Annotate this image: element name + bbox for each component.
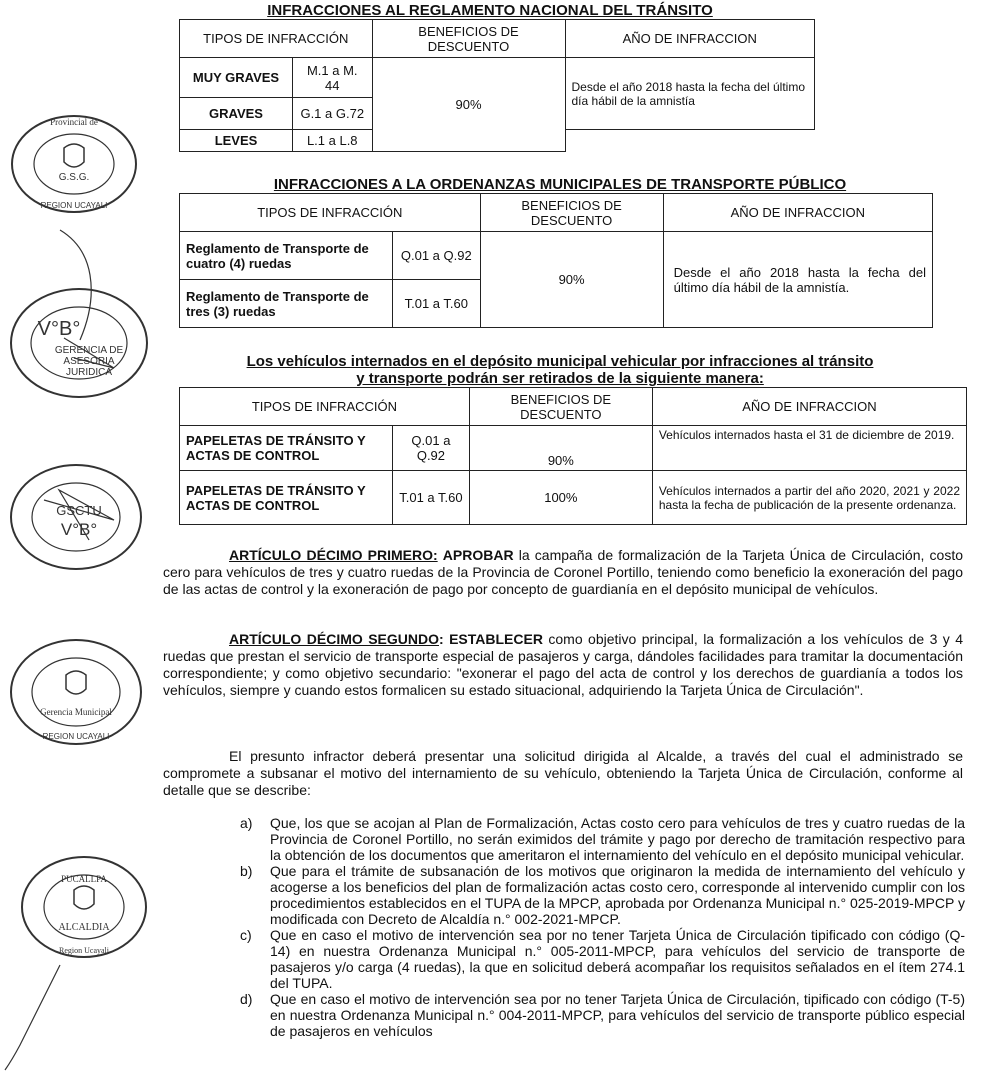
- list-item-label: d): [240, 991, 253, 1007]
- table-cell: 90%: [372, 58, 565, 152]
- stamp-alcaldia: [14, 850, 154, 965]
- svg-text:G.S.G.: G.S.G.: [58, 172, 90, 183]
- table-header: BENEFICIOS DE DESCUENTO: [480, 194, 663, 232]
- stamp-gerencia-municipal: [4, 635, 149, 750]
- svg-text:GERENCIA DE: GERENCIA DE: [54, 345, 124, 356]
- svg-text:REGION UCAYALI: REGION UCAYALI: [40, 201, 108, 210]
- table-cell: Desde el año 2018 hasta la fecha del último día hábil de la amnistía.: [663, 232, 932, 328]
- table-cell: PAPELETAS DE TRÁNSITO Y ACTAS DE CONTROL: [180, 426, 393, 471]
- svg-text:Provincial de: Provincial de: [50, 117, 98, 127]
- table-cell: Vehículos internados hasta el 31 de diciembre de 2019.: [652, 426, 966, 471]
- table-cell: Q.01 a Q.92: [393, 232, 481, 280]
- stamp-vb-juridica: [4, 283, 154, 403]
- table-cell: M.1 a M. 44: [293, 58, 373, 98]
- table-cell: T.01 a T.60: [393, 280, 481, 328]
- table-header: AÑO DE INFRACCION: [663, 194, 932, 232]
- table-header: AÑO DE INFRACCION: [565, 20, 815, 58]
- table-header: TIPOS DE INFRACCIÓN: [180, 388, 470, 426]
- list-item: [240, 927, 965, 991]
- table-cell: Q.01 a Q.92: [393, 426, 470, 471]
- table-header: BENEFICIOS DE DESCUENTO: [469, 388, 652, 426]
- list-item: [240, 863, 965, 927]
- section3-title-line1: Los vehículos internados en el depósito municipal vehicular por infracciones al tránsito: [246, 353, 874, 370]
- svg-text:V°B°: V°B°: [37, 318, 81, 340]
- article-11-paragraph: [163, 547, 963, 598]
- stamp-gsg-seal: [4, 110, 144, 215]
- section2-title: INFRACCIONES A LA ORDENANZAS MUNICIPALES DE TRANSPORTE PÚBLICO: [273, 176, 847, 193]
- svg-text:Gerencia Municipal: Gerencia Municipal: [40, 707, 112, 717]
- list-item-text: Que en caso el motivo de intervención sea por no tener Tarjeta Única de Circulación tipificado con código (Q-14) en nuestra Ordenanza Municipal n.° 005-2011-MPCP, para vehículos del servicio de transporte de pasajeros y/o carga (4 ruedas), la que en solicitud deberá acompañar los requisitos señalados en el ítem 274.1 del TUPA.: [270, 927, 965, 991]
- table-cell: PAPELETAS DE TRÁNSITO Y ACTAS DE CONTROL: [180, 471, 393, 525]
- table-header: TIPOS DE INFRACCIÓN: [180, 20, 373, 58]
- svg-text:PUCALLPA: PUCALLPA: [61, 874, 107, 884]
- list-item-label: b): [240, 863, 253, 879]
- table-cell: Desde el año 2018 hasta la fecha del último día hábil de la amnistía: [565, 58, 815, 130]
- stamp-gsctu: [4, 460, 149, 575]
- article-11-heading: ARTÍCULO DÉCIMO PRIMERO:: [229, 547, 438, 563]
- svg-text:GSCTU: GSCTU: [56, 503, 102, 518]
- list-item-text: Que, los que se acojan al Plan de Formalización, Actas costo cero para vehículos de tres y cuatro ruedas de la Provincia de Coronel Portillo, no serán eximidos del trámite y pago por derecho de tramitación respectivo para la obtención de los documentos que ameritaron el internamiento del vehículo en el depósito municipal vehicular.: [270, 815, 965, 863]
- infractor-paragraph: El presunto infractor deberá presentar una solicitud dirigida al Alcalde, a través del cual el administrado se compromete a subsanar el motivo del internamiento de su vehículo, obteniendo la Tarjeta Única de Circulación, conforme al detalle que se describe:: [163, 748, 963, 798]
- article-12-heading: ARTÍCULO DÉCIMO SEGUNDO: [229, 631, 439, 647]
- svg-text:ALCALDIA: ALCALDIA: [58, 922, 110, 933]
- svg-text:V°B°: V°B°: [60, 520, 98, 539]
- svg-text:Region Ucayali: Region Ucayali: [59, 946, 109, 955]
- article-11-text: la campaña de formalización de la Tarjeta Única de Circulación, costo cero para vehículos de tres y cuatro ruedas de la Provincia de Coronel Portillo, teniendo como beneficio la exoneración del pago de las actas de control y la exoneración de pago por concepto de guardianía en el depósito municipal de vehículos.: [163, 547, 963, 597]
- table-cell: T.01 a T.60: [393, 471, 470, 525]
- table-cell: 100%: [469, 471, 652, 525]
- section1-title: INFRACCIONES AL REGLAMENTO NACIONAL DEL TRÁNSITO: [267, 2, 713, 19]
- table-cell: 90%: [480, 232, 663, 328]
- list-item-text: Que en caso el motivo de intervención sea por no tener Tarjeta Única de Circulación, tipificado con código (T-5) en nuestra Ordenanza Municipal n.° 004-2011-MPCP, para vehículos del servicio de transporte público especial de pasajeros en vehículos: [270, 991, 965, 1039]
- list-item-label: c): [240, 927, 252, 943]
- table-traffic-infractions: [179, 19, 815, 152]
- article-12-verb: ESTABLECER: [449, 631, 543, 647]
- table-cell: LEVES: [180, 130, 293, 152]
- table-transport-ordinances: [179, 193, 933, 328]
- table-cell: G.1 a G.72: [293, 98, 373, 130]
- list-item-label: a): [240, 815, 253, 831]
- table-header: AÑO DE INFRACCION: [652, 388, 966, 426]
- article-12-paragraph: [163, 631, 963, 699]
- article-11-verb: APROBAR: [442, 547, 514, 563]
- table-cell: GRAVES: [180, 98, 293, 130]
- svg-text:JURIDICA: JURIDICA: [65, 367, 113, 378]
- table-header: TIPOS DE INFRACCIÓN: [180, 194, 481, 232]
- article-12-colon: :: [438, 631, 450, 647]
- svg-text:ASESORIA: ASESORIA: [63, 356, 115, 367]
- list-item: [240, 991, 965, 1039]
- list-item-text: Que para el trámite de subsanación de los motivos que originaron la medida de internamiento del vehículo y acogerse a los beneficios del plan de formalización actas costo cero, corresponde al intervenido cumplir con los procedimientos establecidos en el TUPA de la MPCP, aprobada por Ordenanza Municipal n.° 025-2019-MPCP y modificada con Decreto de Alcaldía n.° 002-2021-MPCP.: [270, 863, 965, 927]
- table-cell: 90%: [469, 426, 652, 471]
- list-item: [240, 815, 965, 863]
- table-cell: L.1 a L.8: [293, 130, 373, 152]
- section3-title-line2: y transporte podrán ser retirados de la siguiente manera:: [356, 370, 764, 387]
- svg-text:REGION UCAYALI: REGION UCAYALI: [42, 732, 110, 741]
- signature-line-bottom: [0, 960, 70, 1072]
- table-cell: Reglamento de Transporte de tres (3) ruedas: [180, 280, 393, 328]
- table-cell: Vehículos internados a partir del año 2020, 2021 y 2022 hasta la fecha de publicación de la presente ordenanza.: [652, 471, 966, 525]
- table-header: BENEFICIOS DE DESCUENTO: [372, 20, 565, 58]
- requirements-list: [240, 815, 965, 1039]
- table-cell: MUY GRAVES: [180, 58, 293, 98]
- article-12-text: como objetivo principal, la formalización a los vehículos de 3 y 4 ruedas que prestan el servicio de transporte especial de pasajeros y carga, dándoles facilidades para tramitar la documentación correspondiente; y como objetivo secundario: "exonerar el pago del acta de control y los derechos de guardianía a todos los vehículos, siempre y cuando estos formalicen su estado situacional, adquiriendo la Tarjeta Única de Circulación".: [163, 631, 964, 698]
- table-vehicle-release: [179, 387, 967, 525]
- table-cell: Reglamento de Transporte de cuatro (4) ruedas: [180, 232, 393, 280]
